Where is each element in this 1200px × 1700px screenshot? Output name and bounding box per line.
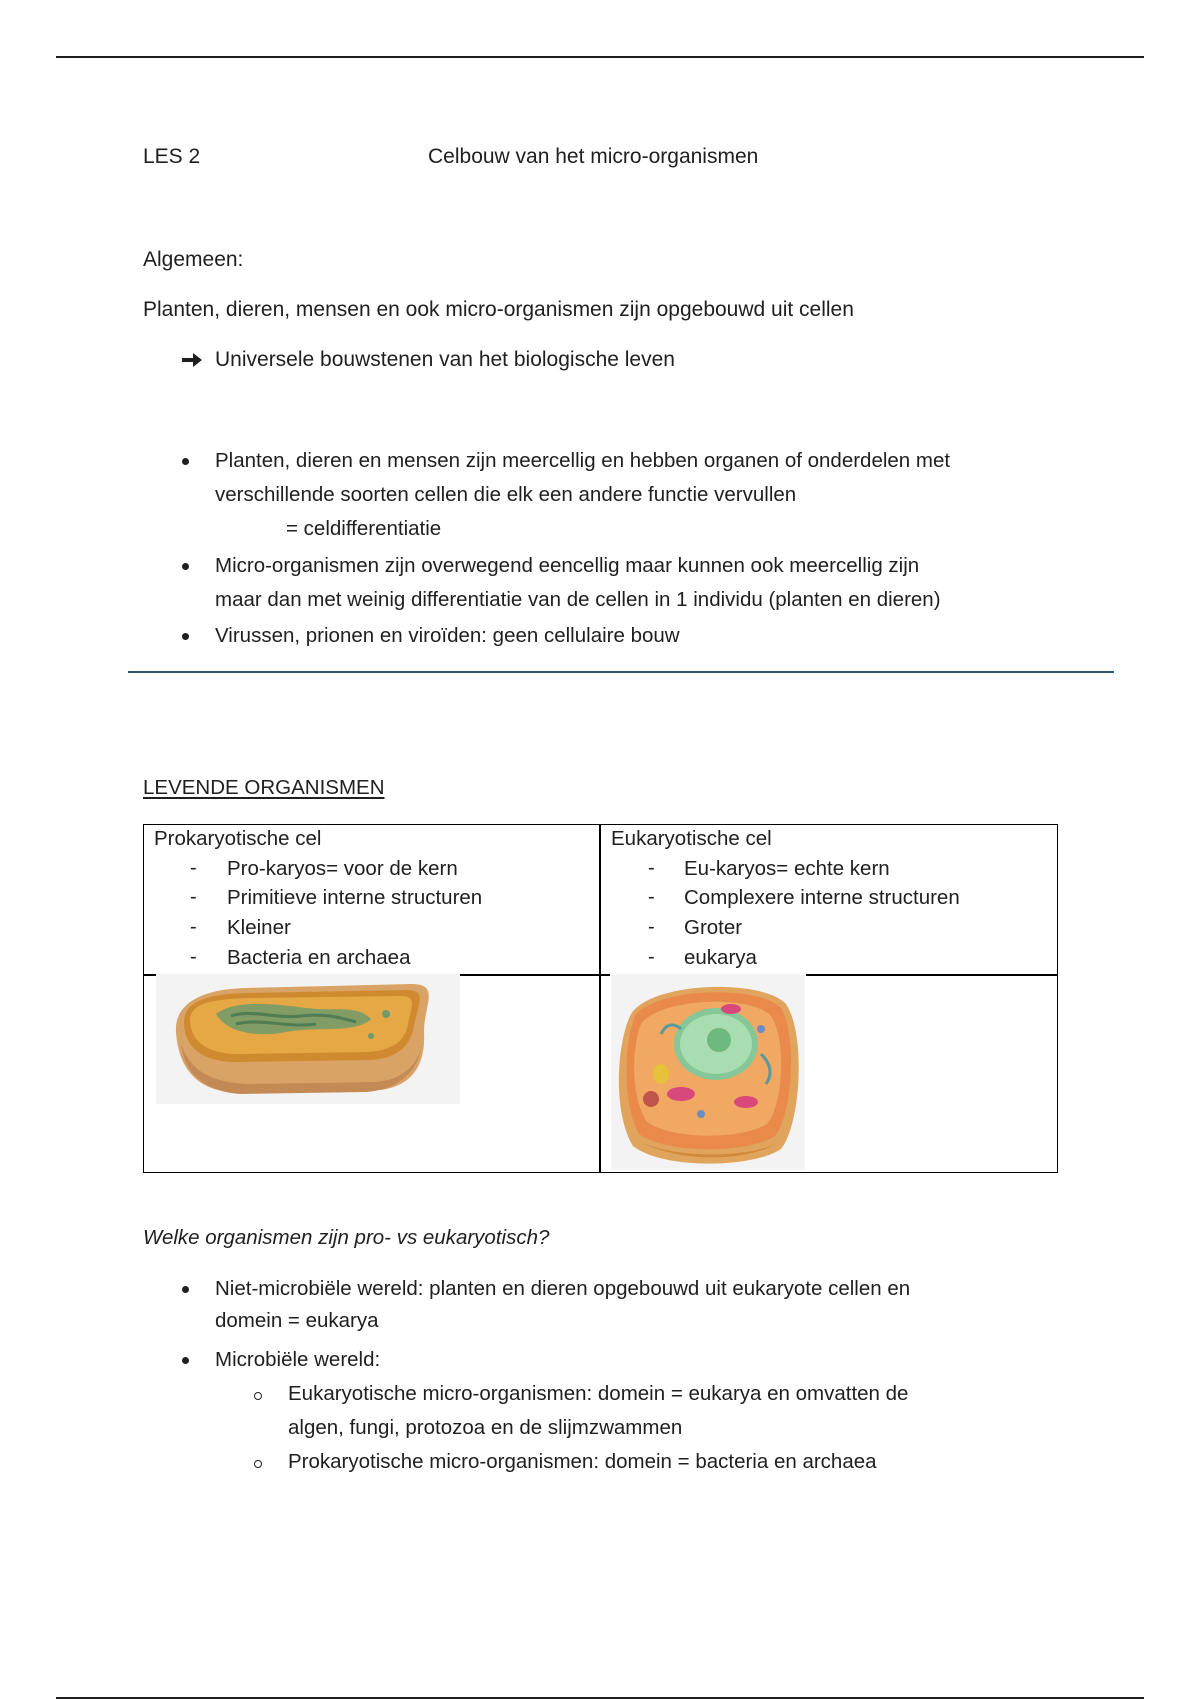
sub-bullet-icon — [254, 1460, 262, 1468]
eukaryote-item: Complexere interne structuren — [684, 886, 960, 909]
question-bullet-1-line-2: domein = eukarya — [215, 1309, 379, 1332]
bullet-2-line-2: maar dan met weinig differentiatie van de cellen in 1 individu (planten en dieren) — [215, 588, 941, 611]
arrow-point-text: Universele bouwstenen van het biologische leven — [215, 348, 675, 371]
prokaryote-item: Bacteria en archaea — [227, 946, 411, 969]
eukaryote-cell-image — [611, 974, 805, 1170]
question-bullet-2-line-1: Microbiële wereld: — [215, 1348, 381, 1371]
bullet-icon — [182, 1286, 189, 1293]
lesson-number: LES 2 — [143, 145, 201, 168]
list-dash: - — [190, 886, 197, 908]
bullet-3-line-1: Virussen, prionen en viroïden: geen cellulaire bouw — [215, 624, 680, 647]
bullet-1-line-1: Planten, dieren en mensen zijn meercellig en hebben organen of onderdelen met — [215, 449, 951, 472]
table-column-divider — [599, 824, 601, 1173]
table-row-divider — [806, 974, 1058, 976]
table-row-divider — [143, 974, 156, 976]
prokaryote-item: Pro-karyos= voor de kern — [227, 857, 458, 880]
sub-bullet-1-line-1: Eukaryotische micro-organismen: domein = eukarya en omvatten de — [288, 1382, 909, 1405]
top-page-rule — [56, 56, 1144, 58]
sub-bullet-icon — [254, 1392, 262, 1400]
eukaryote-title: Eukaryotische cel — [611, 827, 772, 850]
list-dash: - — [648, 886, 655, 908]
bullet-2-line-1: Micro-organismen zijn overwegend eencellig maar kunnen ook meercellig zijn — [215, 554, 920, 577]
living-organisms-heading: LEVENDE ORGANISMEN — [143, 776, 385, 799]
bullet-icon — [182, 563, 189, 570]
eukaryote-item: eukarya — [684, 946, 757, 969]
general-intro: Planten, dieren, mensen en ook micro-organismen zijn opgebouwd uit cellen — [143, 298, 854, 321]
prokaryote-item: Kleiner — [227, 916, 291, 939]
list-dash: - — [190, 946, 197, 968]
right-arrow-icon — [180, 350, 204, 370]
eukaryote-item: Groter — [684, 916, 743, 939]
question-bullet-1-line-1: Niet-microbiële wereld: planten en dieren opgebouwd uit eukaryote cellen en — [215, 1277, 911, 1300]
sub-bullet-1-line-2: algen, fungi, protozoa en de slijmzwammen — [288, 1416, 683, 1439]
bottom-page-rule — [56, 1697, 1144, 1699]
bullet-icon — [182, 458, 189, 465]
question-text: Welke organismen zijn pro- vs eukaryotisch? — [143, 1226, 550, 1249]
section-divider — [128, 671, 1114, 673]
list-dash: - — [190, 916, 197, 938]
bullet-icon — [182, 1357, 189, 1364]
bullet-1-line-3: = celdifferentiatie — [286, 517, 442, 540]
list-dash: - — [190, 857, 197, 879]
bullet-1-line-2: verschillende soorten cellen die elk een andere functie vervullen — [215, 483, 797, 506]
page-title: Celbouw van het micro-organismen — [428, 145, 759, 168]
prokaryote-title: Prokaryotische cel — [154, 827, 322, 850]
prokaryote-cell-image — [156, 974, 460, 1104]
general-heading: Algemeen: — [143, 248, 244, 271]
sub-bullet-2-line-1: Prokaryotische micro-organismen: domein = bacteria en archaea — [288, 1450, 877, 1473]
list-dash: - — [648, 857, 655, 879]
bullet-icon — [182, 633, 189, 640]
prokaryote-item: Primitieve interne structuren — [227, 886, 483, 909]
list-dash: - — [648, 916, 655, 938]
table-row-divider — [459, 974, 610, 976]
eukaryote-item: Eu-karyos= echte kern — [684, 857, 890, 880]
list-dash: - — [648, 946, 655, 968]
